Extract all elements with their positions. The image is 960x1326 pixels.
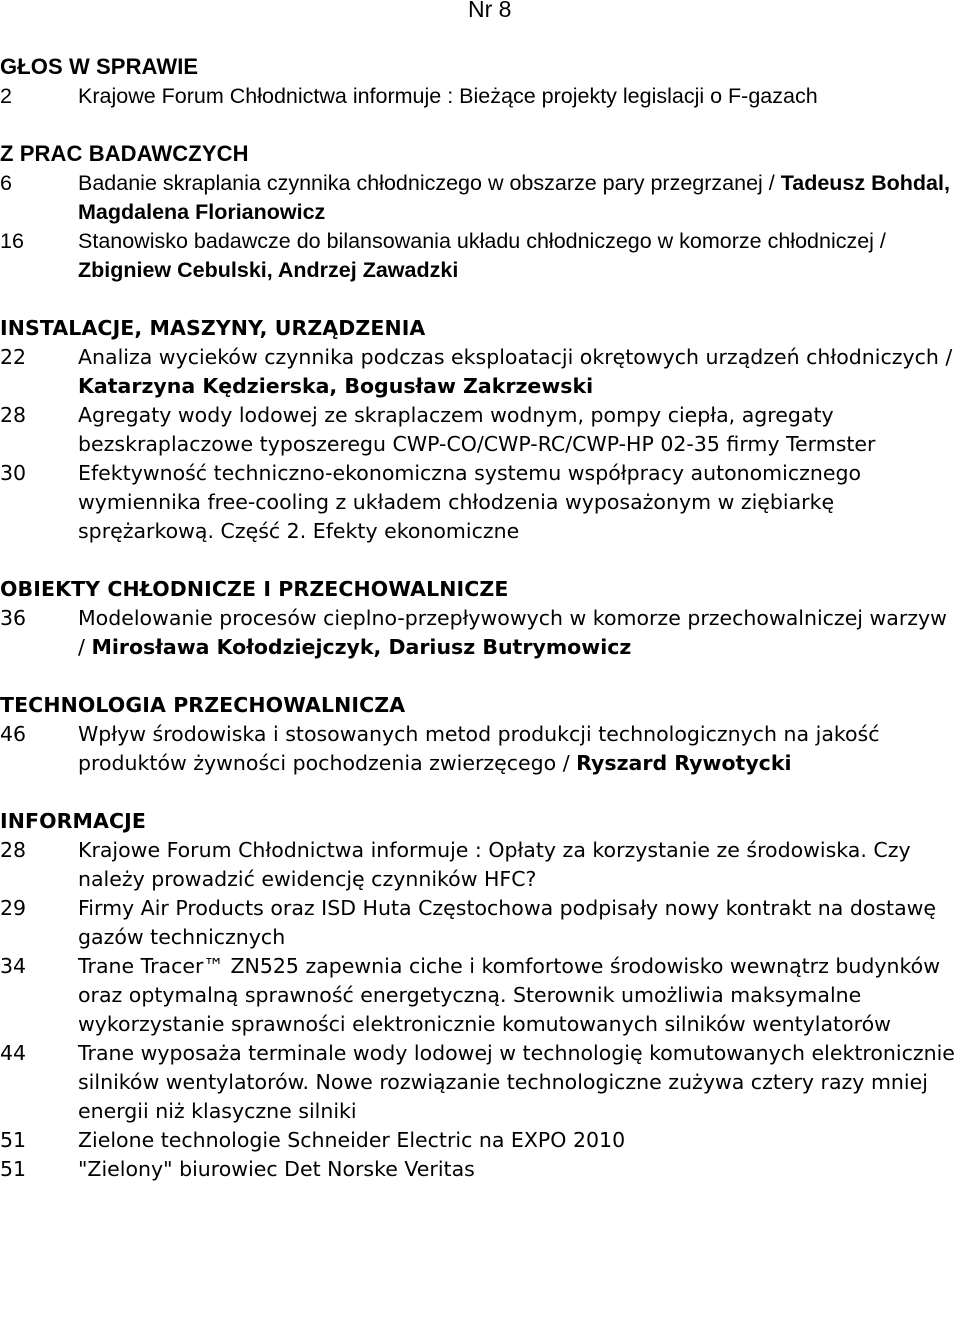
issue-number: Nr 8 bbox=[468, 0, 512, 22]
article-title: Trane Tracer™ ZN525 zapewnia ciche i komfortowe środowisko wewnątrz budynków oraz optymalną sprawność energetyczną. Sterownik umożliwia maksymalne wykorzystanie sprawności elektronicznie komutowanych silników wentylatorów bbox=[78, 954, 940, 1036]
section-title: OBIEKTY CHŁODNICZE I PRZECHOWALNICZE bbox=[0, 577, 509, 601]
section-title: Z PRAC BADAWCZYCH bbox=[0, 141, 249, 166]
table-of-contents bbox=[0, 52, 960, 1212]
entry-text bbox=[78, 459, 960, 546]
article-title: Badanie skraplania czynnika chłodniczego w obszarze pary przegrzanej / bbox=[78, 171, 781, 195]
toc-entry bbox=[0, 459, 960, 546]
entry-text bbox=[78, 720, 960, 778]
page-number: 28 bbox=[0, 838, 27, 862]
toc-entry bbox=[0, 1039, 960, 1126]
toc-entry bbox=[0, 1126, 960, 1155]
toc-entry bbox=[0, 604, 960, 662]
entry-text bbox=[78, 343, 960, 401]
article-title: Krajowe Forum Chłodnictwa informuje : Bieżące projekty legislacji o F-gazach bbox=[78, 84, 818, 108]
toc-entry bbox=[0, 720, 960, 778]
page-number: 30 bbox=[0, 461, 27, 485]
section-title: INSTALACJE, MASZYNY, URZĄDZENIA bbox=[0, 316, 426, 340]
page-number: 6 bbox=[0, 171, 12, 195]
toc-entry bbox=[0, 401, 960, 459]
article-title: Analiza wycieków czynnika podczas eksploatacji okrętowych urządzeń chłodniczych / bbox=[78, 345, 953, 369]
page-number: 46 bbox=[0, 722, 27, 746]
article-authors: Katarzyna Kędzierska, Bogusław Zakrzewski bbox=[78, 374, 594, 398]
article-authors: Ryszard Rywotycki bbox=[576, 751, 792, 775]
page-number: 29 bbox=[0, 896, 27, 920]
article-title: Stanowisko badawcze do bilansowania układu chłodniczego w komorze chłodniczej / bbox=[78, 229, 886, 253]
page-number: 2 bbox=[0, 84, 12, 108]
toc-section bbox=[0, 806, 960, 1184]
entry-text bbox=[78, 1155, 960, 1184]
page-number: 44 bbox=[0, 1041, 27, 1065]
article-title: Modelowanie procesów cieplno-przepływowych w komorze przechowalniczej warzyw / bbox=[78, 606, 947, 659]
toc-section bbox=[0, 574, 960, 662]
toc-section bbox=[0, 139, 960, 285]
entry-text bbox=[78, 604, 960, 662]
article-title: Wpływ środowiska i stosowanych metod produkcji technologicznych na jakość produktów żywności pochodzenia zwierzęcego / bbox=[78, 722, 880, 775]
article-authors: Tadeusz Bohdal, Magdalena Florianowicz bbox=[78, 171, 950, 224]
toc-entry bbox=[0, 227, 960, 285]
article-authors: Mirosława Kołodziejczyk, Dariusz Butrymowicz bbox=[91, 635, 632, 659]
entry-text bbox=[78, 952, 960, 1039]
entry-text bbox=[78, 1126, 960, 1155]
toc-entry bbox=[0, 952, 960, 1039]
article-authors: Zbigniew Cebulski, Andrzej Zawadzki bbox=[78, 258, 459, 282]
entry-text bbox=[78, 836, 960, 894]
article-title: Zielone technologie Schneider Electric na EXPO 2010 bbox=[78, 1128, 626, 1152]
article-title: Firmy Air Products oraz ISD Huta Częstochowa podpisały nowy kontrakt na dostawę gazów technicznych bbox=[78, 896, 937, 949]
toc-entry bbox=[0, 1155, 960, 1184]
entry-text bbox=[78, 1039, 960, 1126]
article-title: Efektywność techniczno-ekonomiczna systemu współpracy autonomicznego wymiennika free-cooling z układem chłodzenia wyposażonym w ziębiarkę sprężarkową. Część 2. Efekty ekonomiczne bbox=[78, 461, 862, 543]
page-number: 34 bbox=[0, 954, 27, 978]
toc-section bbox=[0, 313, 960, 546]
article-title: "Zielony" biurowiec Det Norske Veritas bbox=[78, 1157, 475, 1181]
section-title: INFORMACJE bbox=[0, 809, 146, 833]
entry-text bbox=[78, 169, 960, 227]
toc-entry bbox=[0, 82, 960, 111]
toc-entry bbox=[0, 894, 960, 952]
toc-entry bbox=[0, 836, 960, 894]
article-title: Trane wyposaża terminale wody lodowej w technologię komutowanych elektronicznie silników wentylatorów. Nowe rozwiązanie technologiczne zużywa cztery razy mniej energii niż klasyczne silniki bbox=[78, 1041, 955, 1123]
page-number: 51 bbox=[0, 1128, 27, 1152]
page-number: 51 bbox=[0, 1157, 27, 1181]
toc-section bbox=[0, 52, 960, 111]
page-number: 22 bbox=[0, 345, 27, 369]
article-title: Krajowe Forum Chłodnictwa informuje : Opłaty za korzystanie ze środowiska. Czy należy prowadzić ewidencję czynników HFC? bbox=[78, 838, 911, 891]
section-title: TECHNOLOGIA PRZECHOWALNICZA bbox=[0, 693, 406, 717]
page-number: 28 bbox=[0, 403, 27, 427]
page-number: 16 bbox=[0, 229, 24, 253]
entry-text bbox=[78, 401, 960, 459]
entry-text bbox=[78, 894, 960, 952]
page-number: 36 bbox=[0, 606, 27, 630]
article-title: Agregaty wody lodowej ze skraplaczem wodnym, pompy ciepła, agregaty bezskraplaczowe typoszeregu CWP-CO/CWP-RC/CWP-HP 02-35 firmy Termster bbox=[78, 403, 876, 456]
toc-entry bbox=[0, 169, 960, 227]
section-title: GŁOS W SPRAWIE bbox=[0, 54, 199, 79]
entry-text bbox=[78, 82, 960, 111]
toc-entry bbox=[0, 343, 960, 401]
entry-text bbox=[78, 227, 960, 285]
toc-section bbox=[0, 690, 960, 778]
